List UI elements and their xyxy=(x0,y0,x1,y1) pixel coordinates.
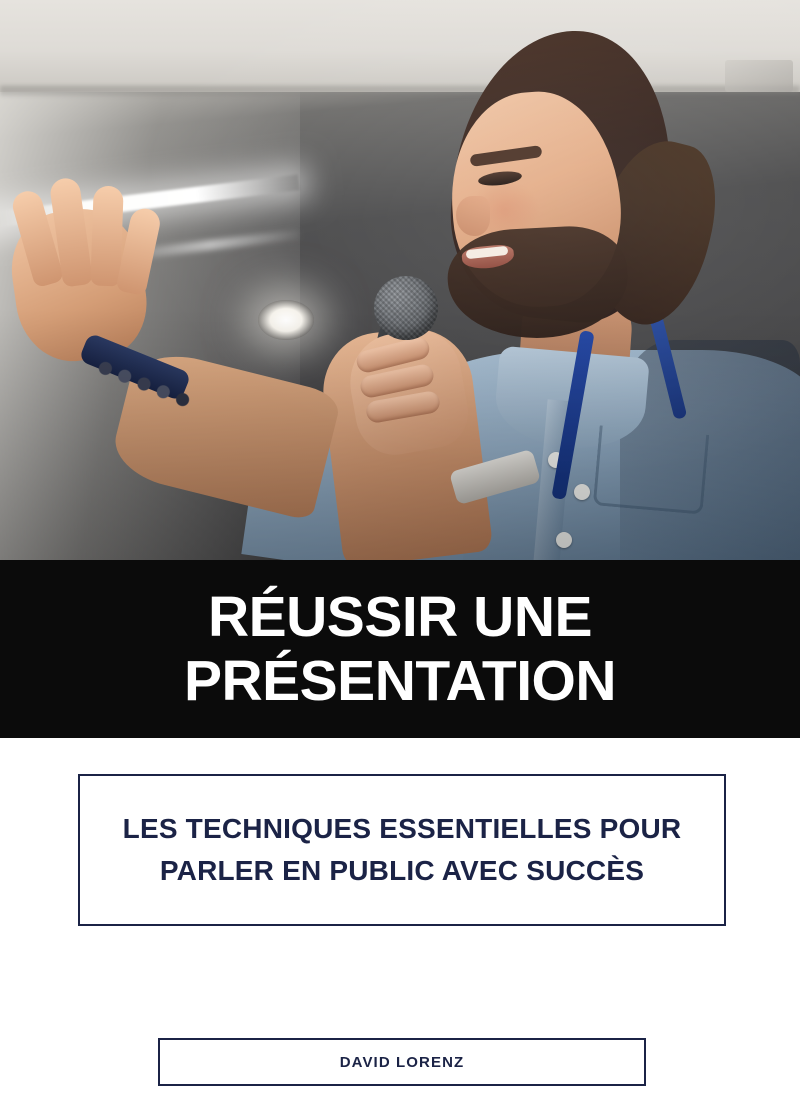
cover-lower-section xyxy=(0,738,800,1104)
page-title-line-1: RÉUSSIR UNE xyxy=(207,584,593,649)
author-box xyxy=(158,1038,646,1086)
page-title-line-2: PRÉSENTATION xyxy=(183,649,617,713)
subtitle-box xyxy=(78,774,726,926)
subtitle-line-2: PARLER EN PUBLIC AVEC SUCCÈS xyxy=(159,855,645,886)
author-name: DAVID LORENZ xyxy=(339,1053,465,1071)
title-band xyxy=(0,560,800,738)
subtitle xyxy=(123,808,682,892)
subtitle-line-1: LES TECHNIQUES ESSENTIELLES POUR xyxy=(122,813,682,844)
